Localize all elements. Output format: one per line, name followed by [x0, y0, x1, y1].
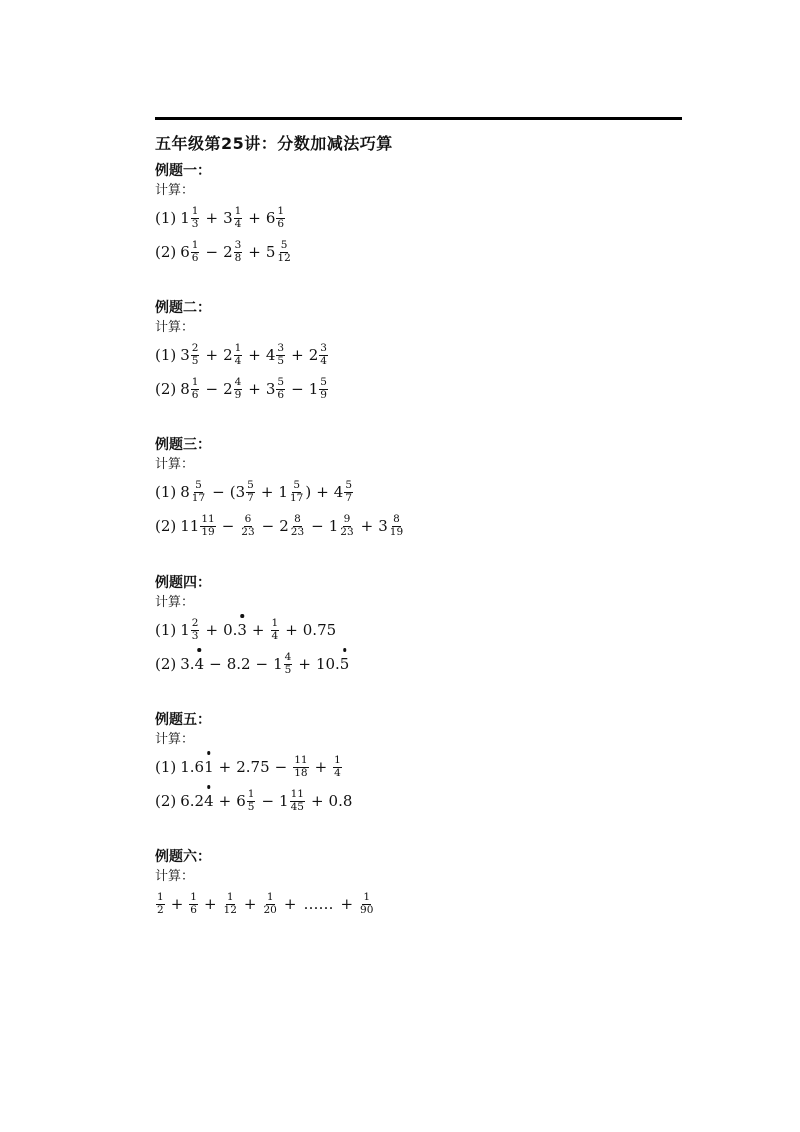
number: 3: [235, 483, 246, 501]
operator: −: [274, 758, 288, 776]
operator: +: [218, 792, 232, 810]
example-section: [155, 161, 293, 269]
numerator: 5: [195, 479, 202, 492]
numerator: 1: [363, 891, 371, 904]
problem-number: (1): [155, 483, 177, 501]
fraction: [276, 377, 285, 400]
example-instruction: 计算：: [155, 732, 195, 747]
number: 10.: [315, 655, 340, 673]
number: 2: [223, 243, 233, 261]
fraction: [290, 514, 305, 537]
number: 3: [223, 209, 233, 227]
math-problem: [155, 475, 405, 509]
denominator: 5: [247, 800, 255, 813]
problem-number: (1): [155, 346, 177, 364]
denominator: 5: [191, 354, 199, 367]
numerator: 3: [320, 342, 327, 355]
math-problem: [155, 235, 293, 269]
fraction: [276, 240, 291, 263]
denominator: 6: [277, 217, 285, 230]
denominator: 18: [294, 766, 308, 779]
number: 0.75: [302, 621, 337, 639]
fraction: [389, 514, 404, 537]
denominator: 7: [247, 491, 254, 504]
number: 3: [265, 380, 276, 398]
numerator: 1: [234, 342, 242, 355]
fraction: [240, 514, 255, 537]
number: 6: [265, 209, 276, 227]
numerator: 5: [320, 376, 327, 389]
number: 2: [223, 346, 233, 364]
denominator: 19: [389, 525, 404, 538]
numerator: 1: [271, 617, 279, 630]
problem-number: (2): [155, 380, 177, 398]
denominator: 17: [191, 491, 206, 504]
numerator: 1: [191, 239, 199, 252]
numerator: 1: [334, 754, 341, 767]
denominator: 23: [241, 525, 255, 538]
math-problem: [155, 647, 349, 681]
numerator: 4: [284, 651, 292, 664]
example-section: [155, 710, 352, 818]
operator: +: [248, 209, 261, 227]
numerator: 5: [277, 376, 285, 389]
denominator: 6: [191, 251, 199, 264]
fraction: [234, 240, 243, 263]
fraction: [189, 892, 198, 915]
denominator: 6: [191, 388, 199, 401]
repeating-digit: [340, 655, 350, 673]
numerator: 3: [234, 239, 242, 252]
numerator: 11: [294, 754, 308, 767]
repeat-dot: [207, 785, 211, 789]
example-section: [155, 573, 349, 681]
operator: −: [261, 792, 275, 810]
fraction: [191, 240, 200, 263]
number: ): [305, 483, 312, 501]
number: 6: [236, 792, 246, 810]
numerator: 1: [190, 891, 197, 904]
number: 2.75: [236, 758, 270, 776]
problem-number: (2): [155, 655, 177, 673]
operator: +: [248, 380, 261, 398]
numerator: 1: [234, 205, 242, 218]
denominator: 5: [277, 354, 285, 367]
number: 0.: [223, 621, 238, 639]
operator: +: [218, 758, 232, 776]
fraction: [284, 652, 293, 675]
example-title: 例题五：: [155, 712, 211, 728]
math-problem: [155, 372, 329, 406]
math-problem: [155, 613, 349, 647]
operator: +: [248, 346, 261, 364]
digit: 4: [194, 655, 205, 673]
fraction: [276, 206, 285, 229]
fraction: [156, 892, 165, 915]
denominator: 19: [201, 525, 215, 538]
repeating-digit: [204, 758, 214, 776]
fraction: [262, 892, 277, 915]
denominator: 9: [234, 388, 242, 401]
math-problem: [155, 201, 293, 235]
denominator: 4: [271, 629, 279, 642]
repeating-digit: [237, 621, 247, 639]
math-problem: [155, 887, 375, 921]
numerator: 1: [157, 891, 164, 904]
numerator: 5: [293, 479, 300, 492]
digit: 3: [237, 621, 247, 639]
denominator: 4: [334, 766, 341, 779]
example-title: 例题二：: [155, 300, 211, 316]
fraction: [290, 789, 305, 812]
number: 5: [265, 243, 276, 261]
denominator: 8: [234, 251, 242, 264]
number: 2: [308, 346, 319, 364]
repeating-digit: [204, 792, 214, 810]
operator: +: [170, 895, 184, 913]
operator: −: [212, 483, 225, 501]
ellipsis: ……: [303, 895, 334, 913]
example-instruction: 计算：: [155, 183, 195, 198]
digit: 5: [339, 655, 350, 673]
problem-list: [155, 475, 405, 543]
fraction: [223, 892, 238, 915]
denominator: 5: [284, 663, 292, 676]
numerator: 1: [226, 891, 234, 904]
denominator: 2: [157, 903, 164, 916]
repeat-dot: [198, 648, 202, 652]
denominator: 7: [345, 491, 353, 504]
numerator: 1: [191, 205, 199, 218]
operator: −: [311, 517, 324, 535]
operator: +: [243, 895, 257, 913]
fraction: [191, 343, 200, 366]
operator: +: [205, 209, 219, 227]
fraction: [246, 480, 255, 503]
denominator: 12: [223, 903, 237, 916]
fraction: [191, 377, 200, 400]
repeat-dot: [343, 648, 347, 652]
problem-list: [155, 338, 329, 406]
operator: +: [298, 655, 311, 673]
denominator: 23: [340, 525, 354, 538]
number: 11: [180, 517, 200, 535]
fraction: [191, 618, 200, 641]
fraction: [234, 343, 243, 366]
number: 0.8: [328, 792, 353, 810]
problem-list: [155, 201, 293, 269]
operator: −: [209, 655, 222, 673]
operator: +: [360, 517, 374, 535]
operator: +: [203, 895, 217, 913]
number: 3.: [180, 655, 195, 673]
number: 1: [278, 483, 288, 501]
numerator: 11: [290, 788, 304, 801]
denominator: 9: [320, 388, 327, 401]
numerator: 5: [247, 479, 254, 492]
operator: +: [205, 621, 219, 639]
numerator: 5: [345, 479, 353, 492]
math-problem: [155, 338, 329, 372]
fraction: [271, 618, 280, 641]
number: 3: [378, 517, 388, 535]
fraction: [234, 377, 243, 400]
operator: +: [205, 346, 219, 364]
denominator: 90: [360, 903, 374, 916]
denominator: 6: [277, 388, 285, 401]
operator: −: [221, 517, 235, 535]
numerator: 4: [234, 376, 242, 389]
problem-list: [155, 887, 375, 921]
operator: +: [291, 346, 304, 364]
fraction: [247, 789, 256, 812]
number: 1.6: [180, 758, 205, 776]
denominator: 4: [320, 354, 327, 367]
fraction: [191, 206, 200, 229]
number: 1: [180, 621, 190, 639]
number: 8: [180, 483, 190, 501]
denominator: 23: [290, 525, 305, 538]
fraction: [319, 343, 328, 366]
operator: +: [340, 895, 354, 913]
fraction: [200, 514, 215, 537]
problem-list: [155, 750, 352, 818]
operator: +: [283, 895, 297, 913]
digit: 4: [204, 792, 214, 810]
problem-number: (2): [155, 517, 177, 535]
operator: −: [291, 380, 304, 398]
number: 1: [308, 380, 319, 398]
repeat-dot: [240, 614, 244, 618]
operator: +: [248, 243, 261, 261]
example-instruction: 计算：: [155, 595, 195, 610]
operator: +: [251, 621, 265, 639]
number: 2: [279, 517, 289, 535]
operator: +: [285, 621, 298, 639]
example-title: 例题四：: [155, 575, 211, 591]
operator: −: [205, 380, 219, 398]
example-section: [155, 435, 405, 543]
denominator: 3: [191, 217, 199, 230]
header-rule: [155, 117, 682, 120]
example-title: 例题一：: [155, 163, 211, 179]
numerator: 8: [393, 513, 400, 526]
number: 1: [328, 517, 339, 535]
numerator: 5: [280, 239, 288, 252]
example-section: [155, 847, 375, 921]
denominator: 45: [290, 800, 304, 813]
number: 1: [279, 792, 289, 810]
fraction: [293, 755, 308, 778]
denominator: 20: [263, 903, 277, 916]
operator: +: [310, 792, 324, 810]
math-problem: [155, 750, 352, 784]
number: 3: [180, 346, 190, 364]
fraction: [319, 377, 328, 400]
problem-number: (1): [155, 209, 177, 227]
fraction: [359, 892, 374, 915]
example-instruction: 计算：: [155, 320, 195, 335]
example-instruction: 计算：: [155, 869, 195, 884]
number: 1: [180, 209, 190, 227]
numerator: 1: [266, 891, 274, 904]
number: 4: [333, 483, 344, 501]
numerator: 1: [277, 205, 285, 218]
numerator: 11: [201, 513, 215, 526]
fraction: [333, 755, 342, 778]
number: 4: [265, 346, 276, 364]
fraction: [344, 480, 353, 503]
problem-number: (1): [155, 621, 177, 639]
fraction: [234, 206, 243, 229]
denominator: 6: [190, 903, 197, 916]
denominator: 17: [289, 491, 304, 504]
number: 8: [180, 380, 190, 398]
operator: −: [205, 243, 219, 261]
denominator: 4: [234, 217, 242, 230]
operator: +: [316, 483, 329, 501]
numerator: 3: [277, 342, 285, 355]
numerator: 8: [294, 513, 301, 526]
number: 2: [223, 380, 233, 398]
denominator: 4: [234, 354, 242, 367]
operator: +: [314, 758, 328, 776]
problem-list: [155, 613, 349, 681]
fraction: [276, 343, 285, 366]
denominator: 12: [277, 251, 291, 264]
digit: 1: [204, 758, 214, 776]
number: 1: [273, 655, 283, 673]
repeating-digit: [195, 655, 205, 673]
example-title: 例题六：: [155, 849, 211, 865]
number: 6.2: [180, 792, 205, 810]
math-problem: [155, 509, 405, 543]
problem-number: (2): [155, 243, 177, 261]
operator: +: [260, 483, 274, 501]
example-section: [155, 298, 329, 406]
example-instruction: 计算：: [155, 457, 195, 472]
fraction: [339, 514, 354, 537]
numerator: 6: [244, 513, 252, 526]
math-problem: [155, 784, 352, 818]
number: (: [229, 483, 236, 501]
number: 6: [180, 243, 190, 261]
problem-number: (1): [155, 758, 177, 776]
problem-number: (2): [155, 792, 177, 810]
numerator: 2: [191, 617, 199, 630]
fraction: [191, 480, 206, 503]
operator: −: [261, 517, 275, 535]
repeat-dot: [207, 751, 211, 755]
denominator: 3: [191, 629, 199, 642]
number: 8.2: [226, 655, 251, 673]
numerator: 1: [247, 788, 255, 801]
numerator: 2: [191, 342, 199, 355]
fraction: [289, 480, 304, 503]
example-title: 例题三：: [155, 437, 211, 453]
numerator: 9: [343, 513, 351, 526]
operator: −: [255, 655, 269, 673]
numerator: 1: [191, 376, 199, 389]
page-title: 五年级第25讲：分数加减法巧算: [155, 134, 393, 153]
